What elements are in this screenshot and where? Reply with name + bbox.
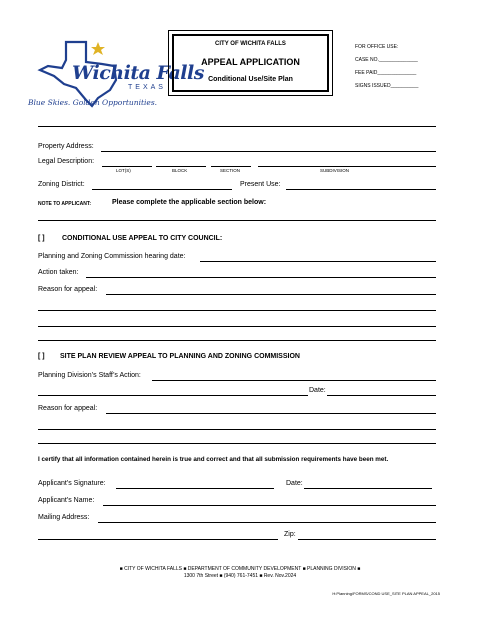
reason-field-line[interactable]	[38, 326, 436, 327]
signature-date-field[interactable]	[304, 488, 432, 489]
reason-field-line[interactable]	[38, 429, 436, 430]
certification-statement: I certify that all information contained herein is true and correct and that all submission requirements have been met.	[38, 456, 389, 463]
city-logo	[28, 40, 204, 110]
divider	[38, 220, 436, 221]
signature-label: Applicant’s Signature:	[38, 480, 106, 487]
subdivision-caption: SUBDIVISION	[320, 168, 350, 173]
case-no-field[interactable]: CASE NO.______________	[355, 57, 418, 63]
header-box	[168, 30, 333, 96]
divider	[38, 126, 436, 127]
reason-label: Reason for appeal:	[38, 286, 98, 293]
fee-paid-field[interactable]: FEE PAID______________	[355, 70, 417, 76]
signs-issued-field[interactable]: SIGNS ISSUED__________	[355, 83, 419, 89]
staff-action-label: Planning Division’s Staff’s Action:	[38, 372, 141, 379]
action-taken-label: Action taken:	[38, 269, 79, 276]
mailing-address-label: Mailing Address:	[38, 514, 90, 521]
staff-action-field-line[interactable]	[38, 395, 308, 396]
present-use-field[interactable]	[286, 189, 436, 190]
reason-field-line[interactable]	[38, 310, 436, 311]
staff-date-field[interactable]	[327, 395, 436, 396]
applicant-name-field[interactable]	[103, 505, 436, 506]
subdivision-field[interactable]	[258, 166, 436, 167]
reason-label: Reason for appeal:	[38, 405, 98, 412]
hearing-date-label: Planning and Zoning Commission hearing date:	[38, 253, 186, 260]
legal-description-label: Legal Description:	[38, 158, 95, 165]
block-caption: BLOCK	[172, 168, 188, 173]
section-caption: SECTION	[220, 168, 241, 173]
reason-field[interactable]	[106, 294, 436, 295]
header-title: APPEAL APPLICATION	[201, 57, 300, 67]
section1-checkbox[interactable]: [ ]	[38, 235, 45, 242]
note-text: Please complete the applicable section below:	[112, 199, 267, 206]
hearing-date-field[interactable]	[200, 261, 436, 262]
note-label: NOTE TO APPLICANT:	[38, 201, 92, 207]
applicant-name-label: Applicant’s Name:	[38, 497, 95, 504]
mailing-address-field[interactable]	[98, 522, 436, 523]
lot-field[interactable]	[102, 166, 152, 167]
header-subtitle: Conditional Use/Site Plan	[208, 76, 293, 83]
reason-field[interactable]	[106, 413, 436, 414]
property-address-field[interactable]	[101, 151, 436, 152]
present-use-label: Present Use:	[240, 181, 281, 188]
logo-slogan: Blue Skies. Golden Opportunities.	[28, 98, 158, 107]
section1-title: CONDITIONAL USE APPEAL TO CITY COUNCIL:	[62, 235, 223, 242]
footer-file-path: H:Planning/FORMS/COND USE_SITE PLAN APPEAL_2015	[332, 591, 440, 596]
footer-departments: ■ CITY OF WICHITA FALLS ■ DEPARTMENT OF COMMUNITY DEVELOPMENT ■ PLANNING DIVISION ■	[119, 566, 361, 572]
action-taken-field[interactable]	[86, 277, 436, 278]
staff-action-field[interactable]	[152, 380, 436, 381]
zoning-district-label: Zoning District:	[38, 181, 85, 188]
signature-date-label: Date:	[286, 480, 303, 487]
logo-state: TEXAS	[128, 84, 166, 91]
section-field[interactable]	[211, 166, 251, 167]
header-city: CITY OF WICHITA FALLS	[215, 41, 286, 47]
block-field[interactable]	[156, 166, 206, 167]
section2-title: SITE PLAN REVIEW APPEAL TO PLANNING AND ZONING COMMISSION	[60, 353, 300, 360]
divider	[38, 340, 436, 341]
zoning-district-field[interactable]	[92, 189, 232, 190]
footer-address: 1300 7th Street ■ (940) 761-7451 ■ Rev. Nov.2024	[183, 573, 297, 579]
lot-caption: LOT(S)	[116, 168, 131, 173]
section2-checkbox[interactable]: [ ]	[38, 353, 45, 360]
logo-city-name: Wichita Falls	[72, 62, 204, 84]
divider	[38, 443, 436, 444]
zip-label: Zip:	[284, 531, 296, 538]
signature-field[interactable]	[116, 488, 274, 489]
mailing-address-line[interactable]	[38, 539, 278, 540]
staff-date-label: Date:	[309, 387, 326, 394]
zip-field[interactable]	[298, 539, 436, 540]
office-use-heading: FOR OFFICE USE:	[355, 44, 399, 50]
property-address-label: Property Address:	[38, 143, 94, 150]
